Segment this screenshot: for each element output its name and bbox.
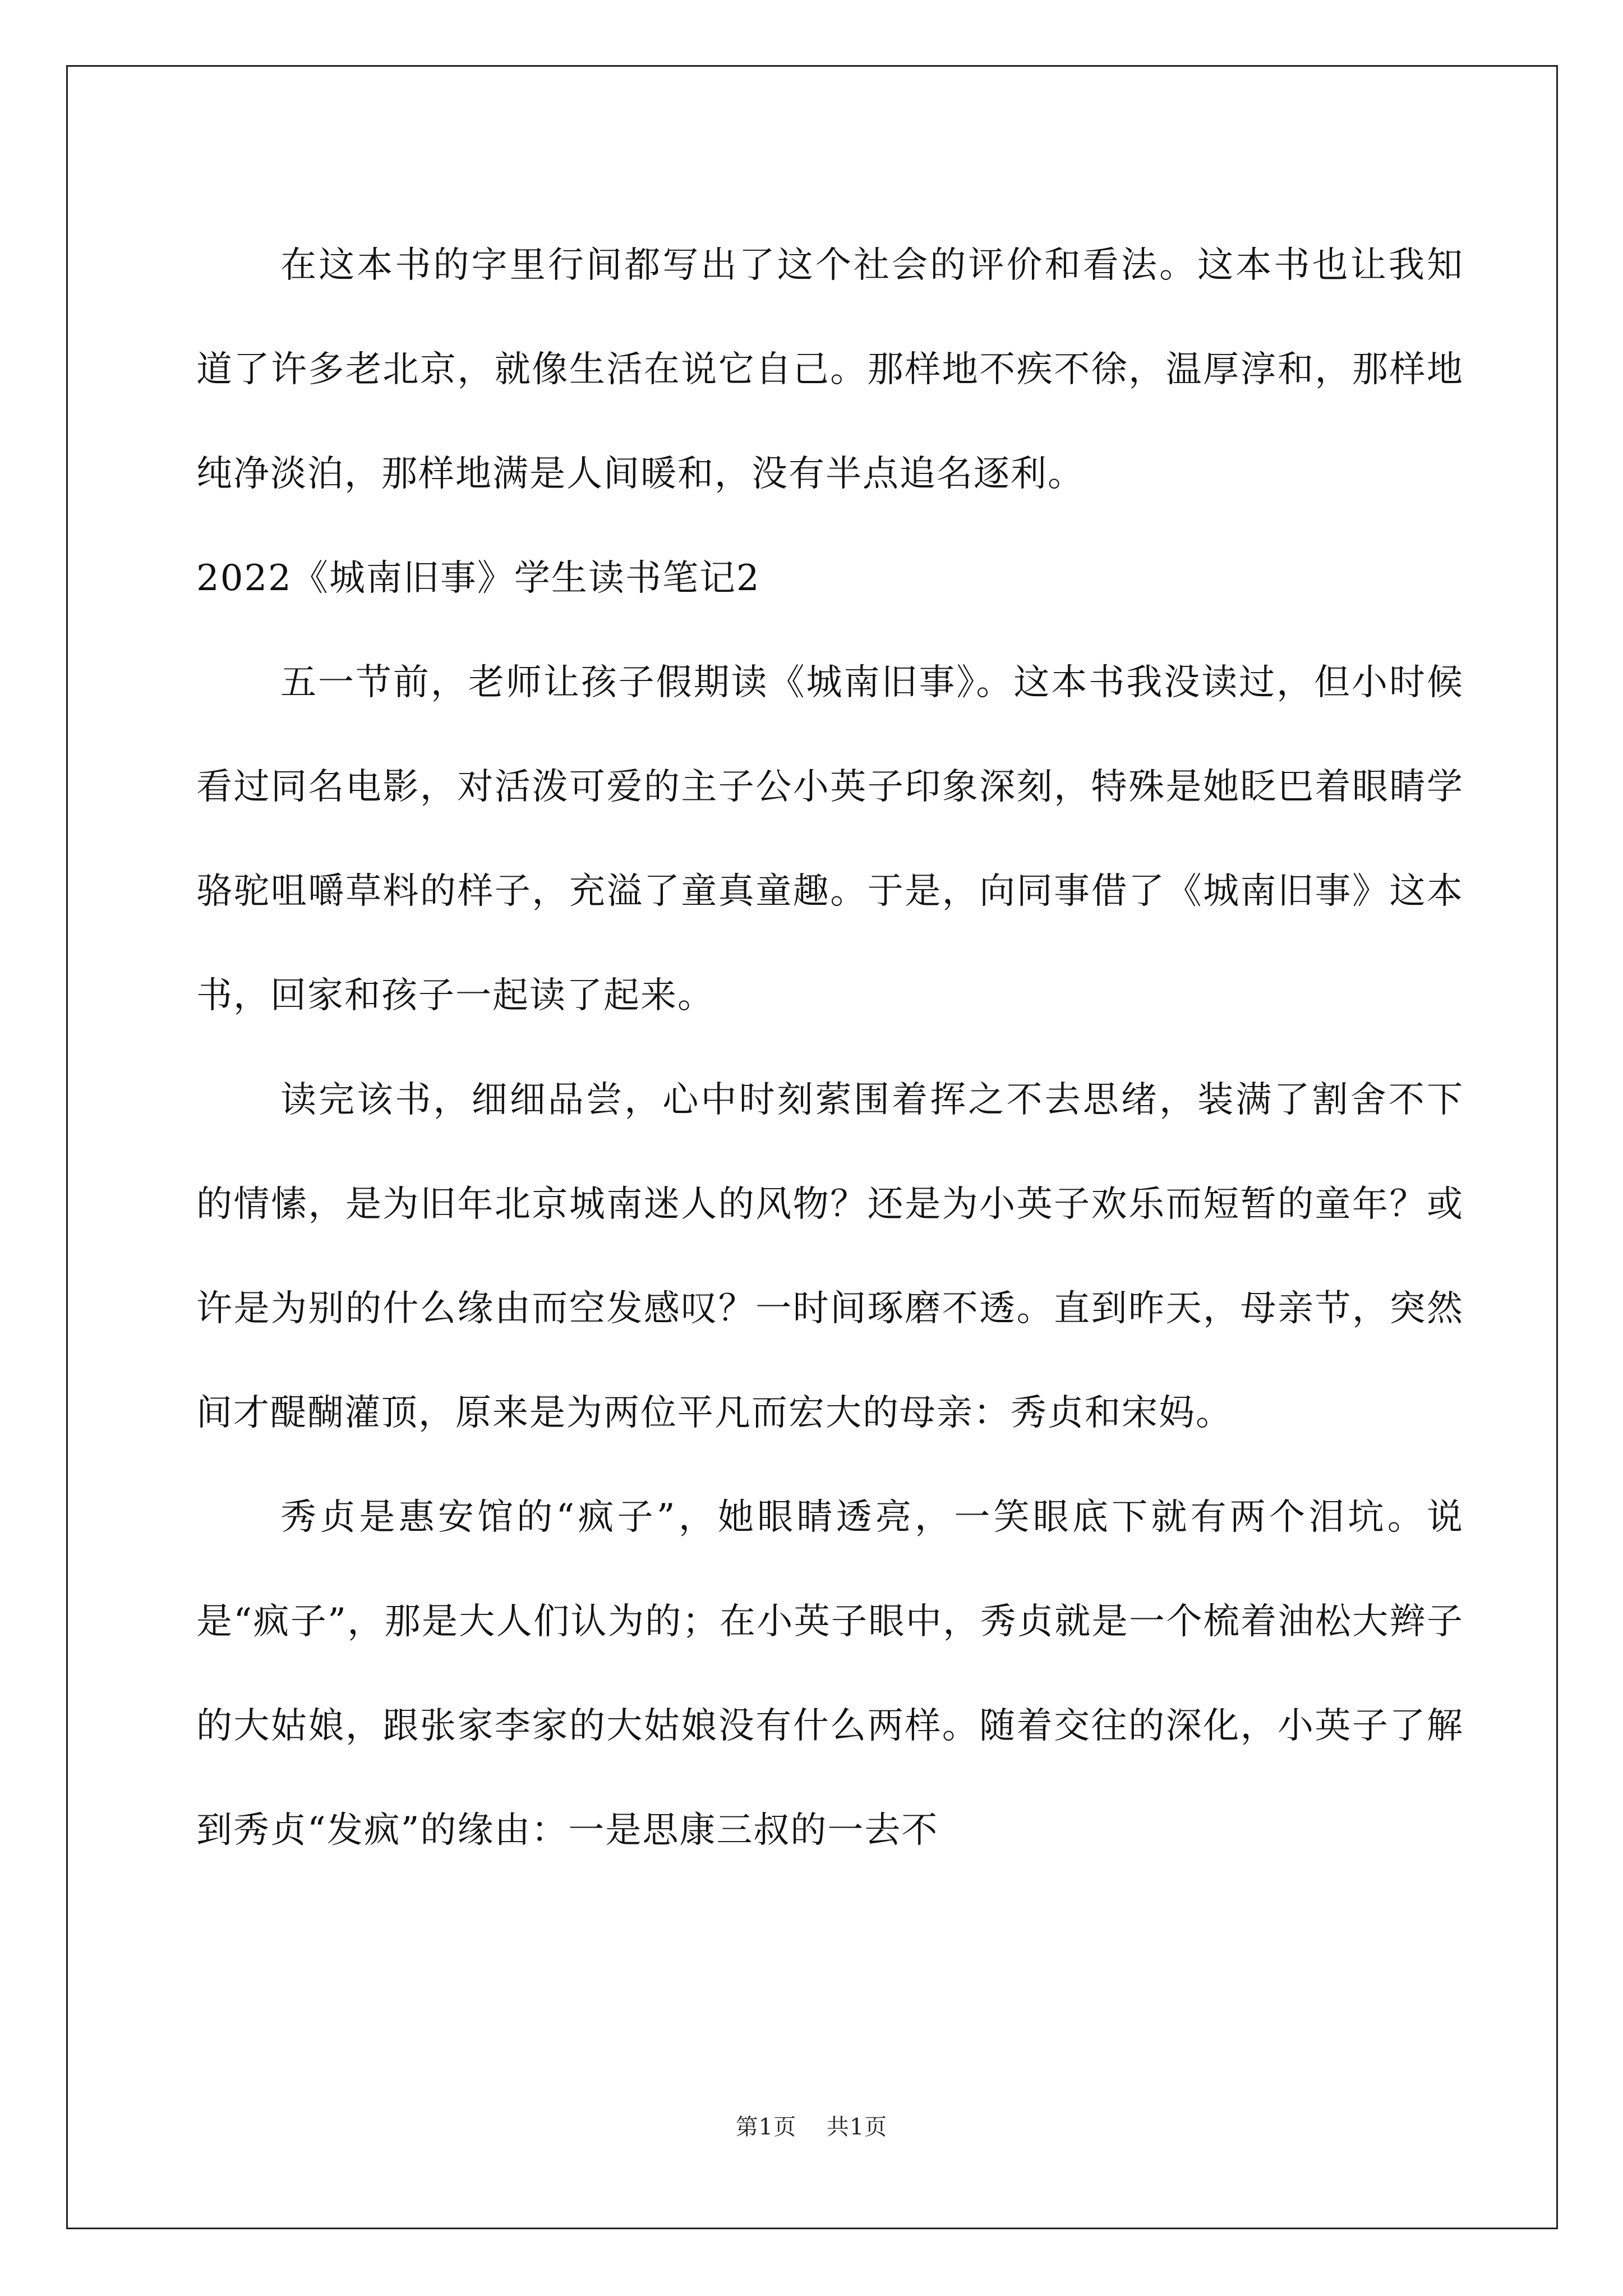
section-heading: 2022《城南旧事》学生读书笔记2 bbox=[196, 558, 760, 599]
page-total: 共1页 bbox=[826, 2114, 888, 2140]
page-footer bbox=[0, 2109, 1623, 2141]
page-number: 第1页 bbox=[735, 2114, 797, 2140]
document-body bbox=[196, 213, 1464, 1883]
paragraph-2: 五一节前，老师让孩子假期读《城南旧事》。这本书我没读过，但小时候看过同名电影，对活泼可爱的主子公小英子印象深刻，特殊是她眨巴着眼睛学骆驼咀嚼草料的样子，充溢了童真童趣。于是，向同事借了《城南旧事》这本书，回家和孩子一起读了起来。 bbox=[196, 662, 1464, 1016]
paragraph-1: 在这本书的字里行间都写出了这个社会的评价和看法。这本书也让我知道了许多老北京，就像生活在说它自己。那样地不疾不徐，温厚淳和，那样地纯净淡泊，那样地满是人间暖和，没有半点追名逐利。 bbox=[196, 245, 1464, 495]
paragraph-4: 秀贞是惠安馆的“疯子”，她眼睛透亮，一笑眼底下就有两个泪坑。说是“疯子”，那是大人们认为的；在小英子眼中，秀贞就是一个梳着油松大辫子的大姑娘，跟张家李家的大姑娘没有什么两样。随着交往的深化，小英子了解到秀贞“发疯”的缘由：一是思康三叔的一去不 bbox=[196, 1497, 1464, 1851]
paragraph-3: 读完该书，细细品尝，心中时刻萦围着挥之不去思绪，装满了割舍不下的情愫，是为旧年北京城南迷人的风物？还是为小英子欢乐而短暂的童年？或许是为别的什么缘由而空发感叹？一时间琢磨不透。直到昨天，母亲节，突然间才醍醐灌顶，原来是为两位平凡而宏大的母亲：秀贞和宋妈。 bbox=[196, 1079, 1464, 1434]
